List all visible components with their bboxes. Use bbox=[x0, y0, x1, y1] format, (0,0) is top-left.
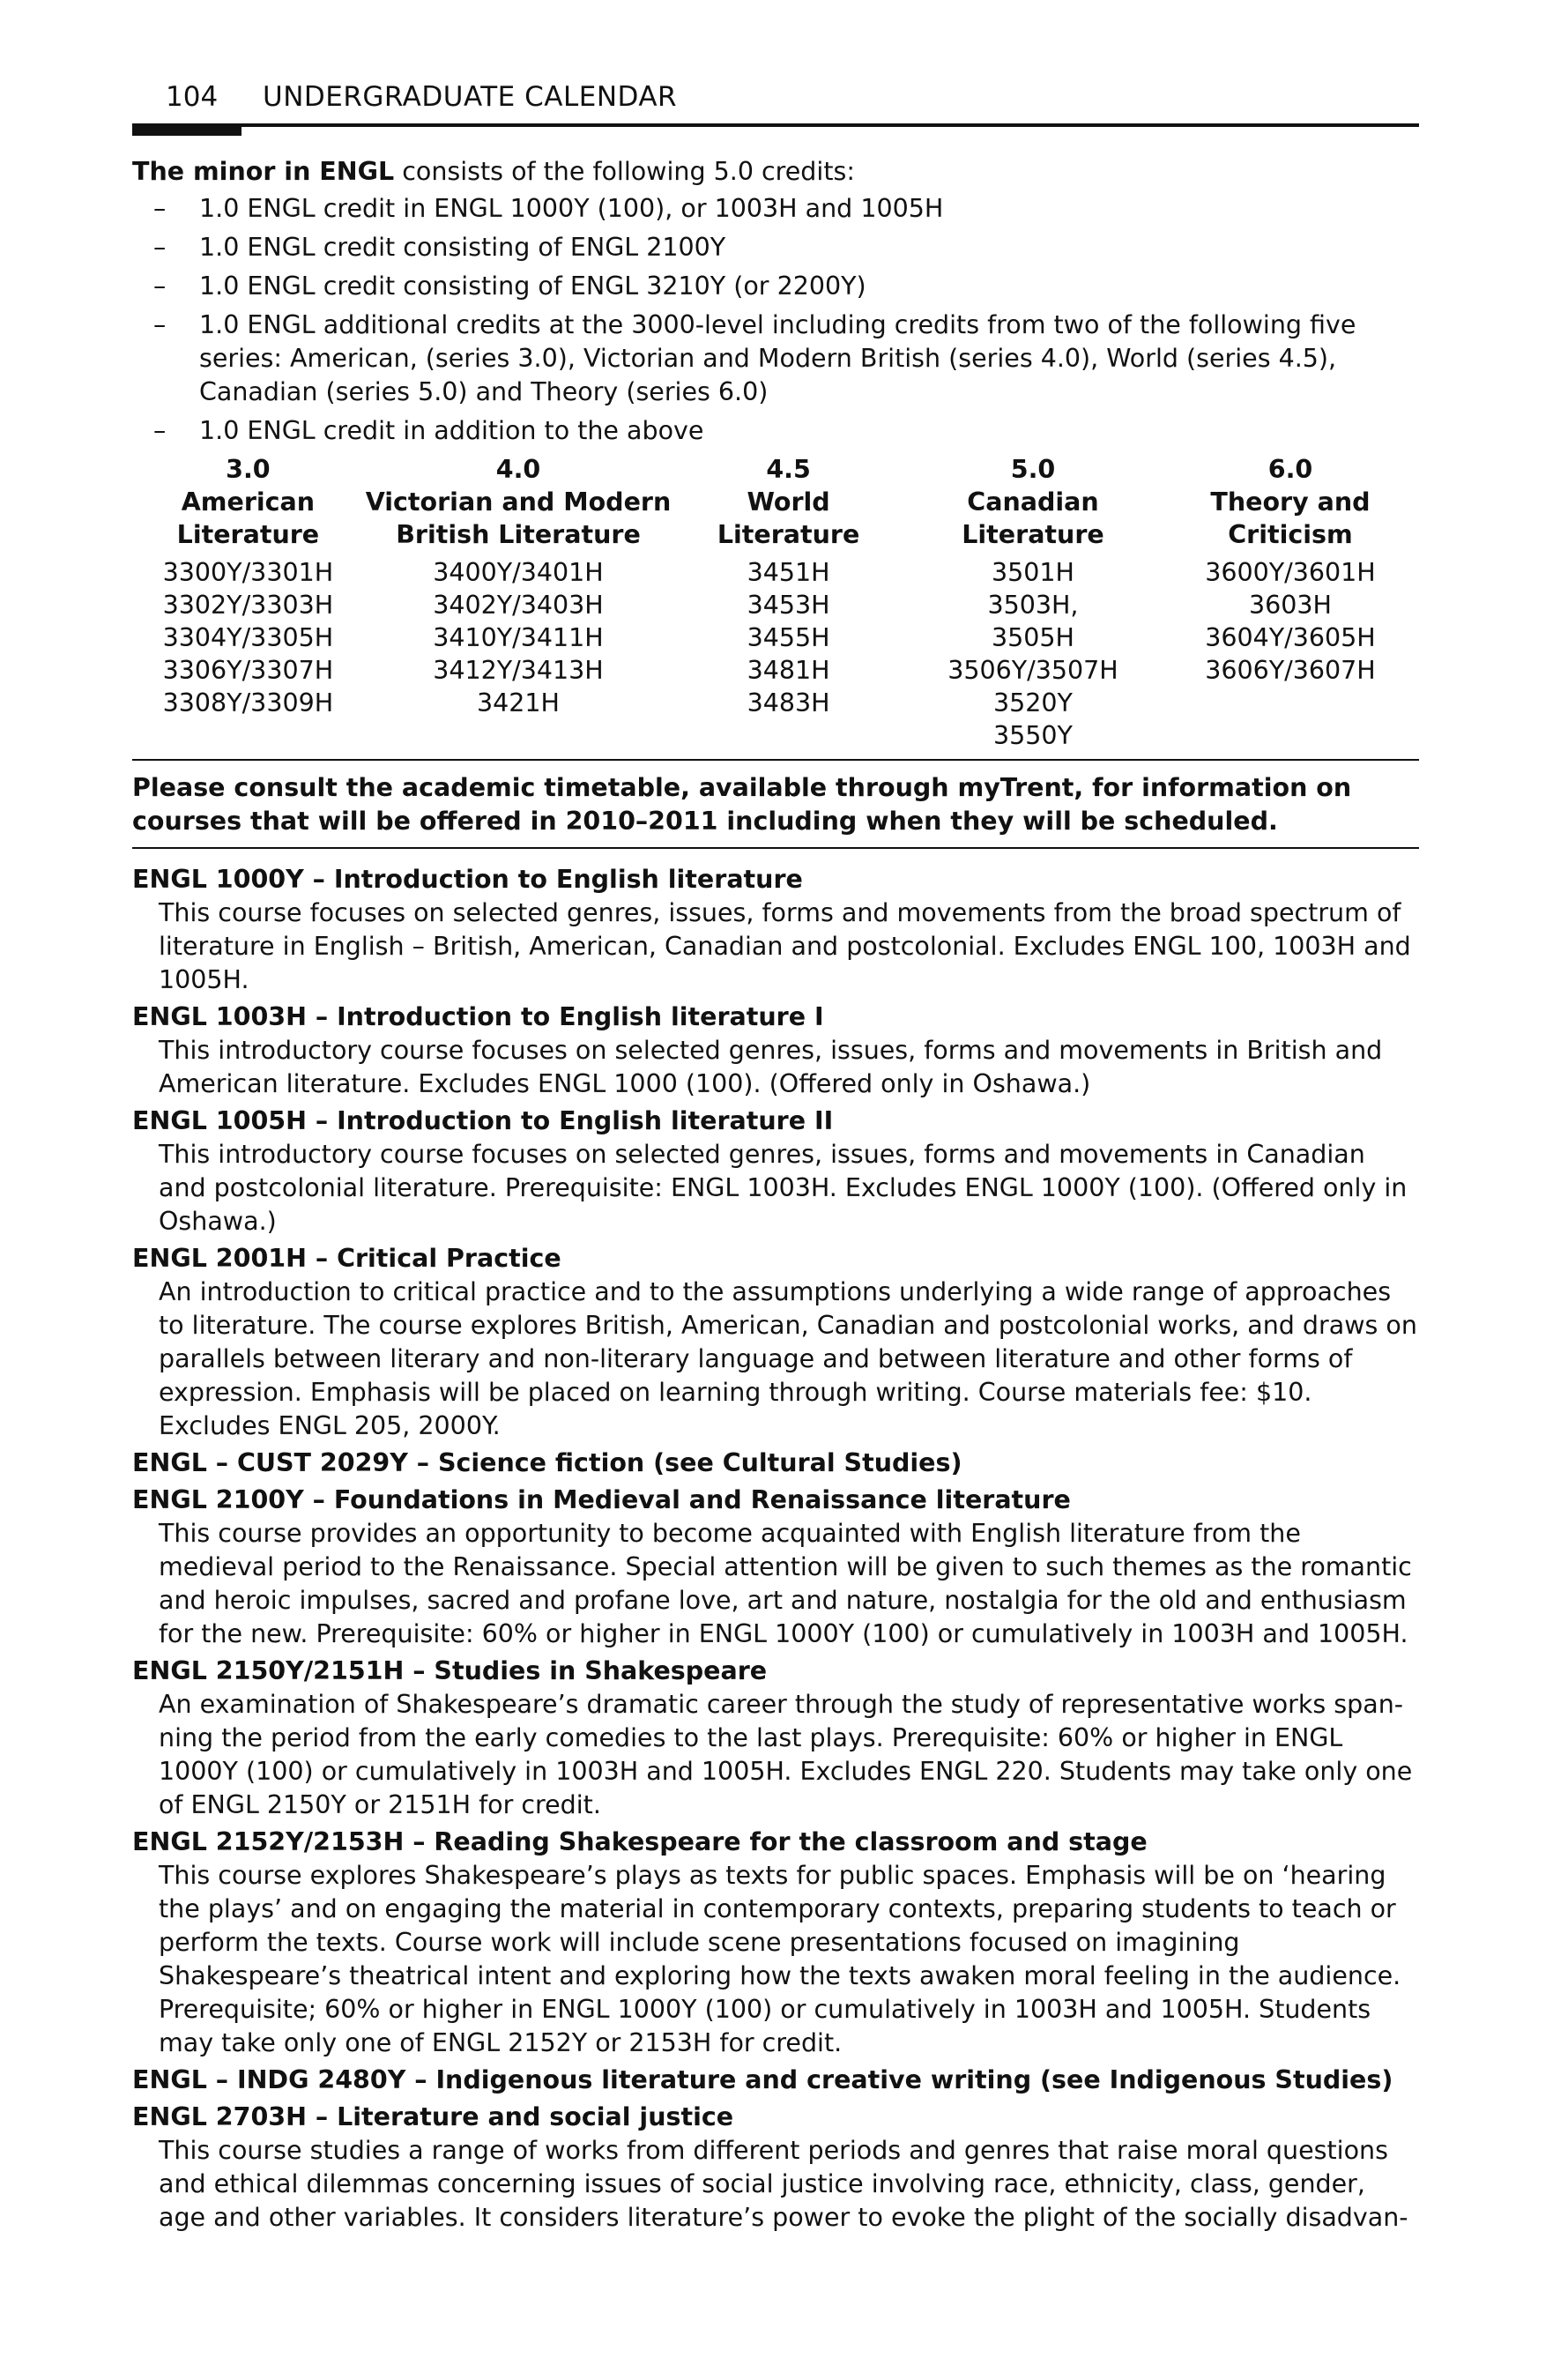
course-description: This course provides an opportunity to become acquainted with English literature from the medieval period to the Renaissance. Special attention will be given to such themes as the romantic and heroic impulses, sacred and profane love, art and nature, nostalgia for the old and enthusiasm for the new. Prerequisite: 60% or higher in ENGL 1000Y (100) or cumulatively in 1003H and 1005H. bbox=[159, 1519, 1412, 1648]
list-item-text: 1.0 ENGL credit in ENGL 1000Y (100), or 1003H and 1005H bbox=[199, 194, 944, 223]
table-cell: 3501H bbox=[992, 558, 1074, 587]
table-cell: 3520Y bbox=[993, 688, 1073, 718]
table-cell: 3603H bbox=[1249, 591, 1332, 620]
table-cell: 3483H bbox=[747, 688, 830, 718]
series-name-line1: American bbox=[181, 487, 316, 517]
series-name-line2: Literature bbox=[962, 520, 1104, 549]
series-number: 6.0 bbox=[1267, 455, 1313, 484]
table-row bbox=[132, 654, 1419, 687]
page-content bbox=[132, 155, 1419, 2235]
minor-requirements-list bbox=[132, 192, 1419, 448]
course-entry bbox=[132, 1826, 1419, 2060]
table-cell: 3606Y/3607H bbox=[1205, 656, 1376, 685]
course-description: This introductory course focuses on selected genres, issues, forms and movements in British and American literature. Excludes ENGL 1000 (100). (Offered only in Oshawa.) bbox=[159, 1036, 1383, 1098]
course-description: An examination of Shakespeare’s dramatic career through the study of representative works span-ning the period from the early comedies to the last plays. Prerequisite: 60% or higher in ENGL 1000Y (100) or cumulatively in 1003H and 1005H. Excludes ENGL 220. Students may take only one of ENGL 2150Y or 2151H for credit. bbox=[159, 1690, 1413, 1819]
series-name-line2: Literature bbox=[176, 520, 320, 549]
series-header-row bbox=[132, 453, 1419, 551]
table-cell: 3550Y bbox=[993, 721, 1073, 750]
series-table bbox=[132, 453, 1419, 752]
list-item-text: 1.0 ENGL credit in addition to the above bbox=[199, 416, 704, 445]
course-description: This introductory course focuses on selected genres, issues, forms and movements in Canadian and postcolonial literature. Prerequisite: ENGL 1003H. Excludes ENGL 1000Y (100). (Offered only in Oshawa.) bbox=[159, 1140, 1408, 1236]
course-entry bbox=[132, 2101, 1419, 2235]
table-cell: 3421H bbox=[477, 688, 560, 718]
course-entry bbox=[132, 1000, 1419, 1101]
table-cell: 3304Y/3305H bbox=[162, 623, 334, 652]
table-cell bbox=[1162, 719, 1419, 752]
minor-lead-rest: consists of the following 5.0 credits: bbox=[394, 157, 855, 186]
dash-bullet: – bbox=[153, 233, 167, 262]
course-description: This course explores Shakespeare’s plays as texts for public spaces. Emphasis will be on ‘hearing the plays’ and on engaging the material in contemporary contexts, preparing students to teach or perform the texts. Course work will include scene presentations focused on imagining Shakespeare’s theatrical intent and exploring how the texts awaken moral feeling in the audience. Prerequisite; 60% or higher in ENGL 1000Y (100) or cumulatively in 1003H and 1005H. Students may take only one of ENGL 2152Y or 2153H for credit. bbox=[159, 1861, 1401, 2057]
series-number: 4.0 bbox=[495, 455, 541, 484]
series-name-line1: World bbox=[747, 487, 830, 517]
table-cell bbox=[1162, 687, 1419, 719]
table-cell: 3505H bbox=[992, 623, 1074, 652]
header-rule bbox=[132, 123, 1419, 127]
table-cell: 3410Y/3411H bbox=[433, 623, 604, 652]
table-cell: 3400Y/3401H bbox=[433, 558, 604, 587]
series-number: 4.5 bbox=[766, 455, 811, 484]
series-header-american bbox=[132, 453, 364, 551]
dash-bullet: – bbox=[153, 194, 167, 223]
table-cell: 3453H bbox=[747, 591, 830, 620]
table-cell: 3451H bbox=[747, 558, 830, 587]
list-item bbox=[132, 231, 1419, 264]
table-cell: 3604Y/3605H bbox=[1205, 623, 1376, 652]
table-cell: 3600Y/3601H bbox=[1205, 558, 1376, 587]
series-header-theory bbox=[1162, 453, 1419, 551]
table-row bbox=[132, 589, 1419, 621]
course-title: ENGL 1000Y – Introduction to English literature bbox=[132, 865, 803, 894]
series-header-victorian bbox=[364, 453, 672, 551]
course-description: This course studies a range of works from different periods and genres that raise moral questions and ethical dilemmas concerning issues of social justice involving race, ethnicity, class, gender, age and other variables. It considers literature’s power to evoke the plight of the socially disadvan- bbox=[159, 2136, 1408, 2232]
table-row bbox=[132, 719, 1419, 752]
course-entry bbox=[132, 1655, 1419, 1822]
table-cell: 3300Y/3301H bbox=[162, 558, 334, 587]
series-number: 5.0 bbox=[1010, 455, 1056, 484]
course-title: ENGL – INDG 2480Y – Indigenous literature and creative writing (see Indigenous Studies) bbox=[132, 2065, 1393, 2094]
course-title: ENGL 2150Y/2151H – Studies in Shakespeare bbox=[132, 1656, 768, 1685]
minor-intro bbox=[132, 155, 1419, 189]
course-entry bbox=[132, 1104, 1419, 1238]
course-title: ENGL 2703H – Literature and social justice bbox=[132, 2102, 734, 2131]
series-header-world bbox=[672, 453, 904, 551]
list-item bbox=[132, 414, 1419, 448]
minor-lead-bold: The minor in ENGL bbox=[132, 157, 395, 186]
running-header bbox=[132, 81, 1419, 123]
table-row bbox=[132, 621, 1419, 654]
table-cell: 3308Y/3309H bbox=[162, 688, 334, 718]
course-description: This course focuses on selected genres, issues, forms and movements from the broad spectrum of literature in English – British, American, Canadian and postcolonial. Excludes ENGL 100, 1003H and 1005H. bbox=[159, 898, 1411, 994]
course-entry bbox=[132, 863, 1419, 997]
series-name-line2: British Literature bbox=[396, 520, 641, 549]
list-item-text: 1.0 ENGL additional credits at the 3000-level including credits from two of the following five series: American, (series 3.0), Victorian and Modern British (series 4.0), World (series 4.5), Canadian (series 5.0) and Theory (series 6.0) bbox=[199, 310, 1356, 406]
running-title: UNDERGRADUATE CALENDAR bbox=[263, 81, 678, 113]
series-name-line2: Criticism bbox=[1228, 520, 1353, 549]
series-number: 3.0 bbox=[226, 455, 271, 484]
table-cell bbox=[672, 719, 904, 752]
table-row bbox=[132, 687, 1419, 719]
course-entry bbox=[132, 1447, 1419, 1480]
table-cell: 3506Y/3507H bbox=[947, 656, 1118, 685]
series-name-line1: Theory and bbox=[1210, 487, 1371, 517]
course-entry bbox=[132, 2064, 1419, 2097]
table-cell: 3306Y/3307H bbox=[162, 656, 334, 685]
table-cell: 3455H bbox=[747, 623, 830, 652]
table-cell: 3481H bbox=[747, 656, 830, 685]
series-header-canadian bbox=[904, 453, 1162, 551]
table-cell bbox=[364, 719, 672, 752]
timetable-notice: Please consult the academic timetable, available through myTrent, for information on courses that will be offered in 2010–2011 including when they will be scheduled. bbox=[132, 773, 1352, 836]
table-cell: 3402Y/3403H bbox=[433, 591, 604, 620]
course-title: ENGL – CUST 2029Y – Science fiction (see Cultural Studies) bbox=[132, 1448, 962, 1477]
list-item bbox=[132, 192, 1419, 226]
course-title: ENGL 1003H – Introduction to English literature I bbox=[132, 1002, 824, 1031]
series-name-line1: Canadian bbox=[967, 487, 1099, 517]
course-title: ENGL 2100Y – Foundations in Medieval and Renaissance literature bbox=[132, 1485, 1071, 1514]
series-name-line2: Literature bbox=[717, 520, 860, 549]
table-cell: 3503H, bbox=[987, 591, 1079, 620]
page-number: 104 bbox=[166, 81, 219, 113]
header-tab-block bbox=[132, 123, 241, 136]
dash-bullet: – bbox=[153, 271, 167, 301]
table-cell: 3302Y/3303H bbox=[162, 591, 334, 620]
course-title: ENGL 1005H – Introduction to English literature II bbox=[132, 1106, 834, 1135]
dash-bullet: – bbox=[153, 416, 167, 445]
course-title: ENGL 2001H – Critical Practice bbox=[132, 1244, 561, 1273]
course-title: ENGL 2152Y/2153H – Reading Shakespeare for the classroom and stage bbox=[132, 1827, 1148, 1856]
table-row bbox=[132, 551, 1419, 589]
dash-bullet: – bbox=[153, 310, 167, 339]
course-description: An introduction to critical practice and to the assumptions underlying a wide range of approaches to literature. The course explores British, American, Canadian and postcolonial works, and draws on parallels between literary and non-literary language and between literature and other forms of expression. Emphasis will be placed on learning through writing. Course materials fee: $10. Excludes ENGL 205, 2000Y. bbox=[159, 1277, 1417, 1440]
course-entry bbox=[132, 1242, 1419, 1443]
table-cell bbox=[132, 719, 364, 752]
list-item-text: 1.0 ENGL credit consisting of ENGL 2100Y bbox=[199, 233, 726, 262]
course-entry bbox=[132, 1484, 1419, 1651]
list-item-text: 1.0 ENGL credit consisting of ENGL 3210Y (or 2200Y) bbox=[199, 271, 866, 301]
series-name-line1: Victorian and Modern bbox=[365, 487, 672, 517]
list-item bbox=[132, 309, 1419, 409]
spacer bbox=[132, 849, 1419, 859]
table-cell: 3412Y/3413H bbox=[433, 656, 604, 685]
list-item bbox=[132, 270, 1419, 303]
